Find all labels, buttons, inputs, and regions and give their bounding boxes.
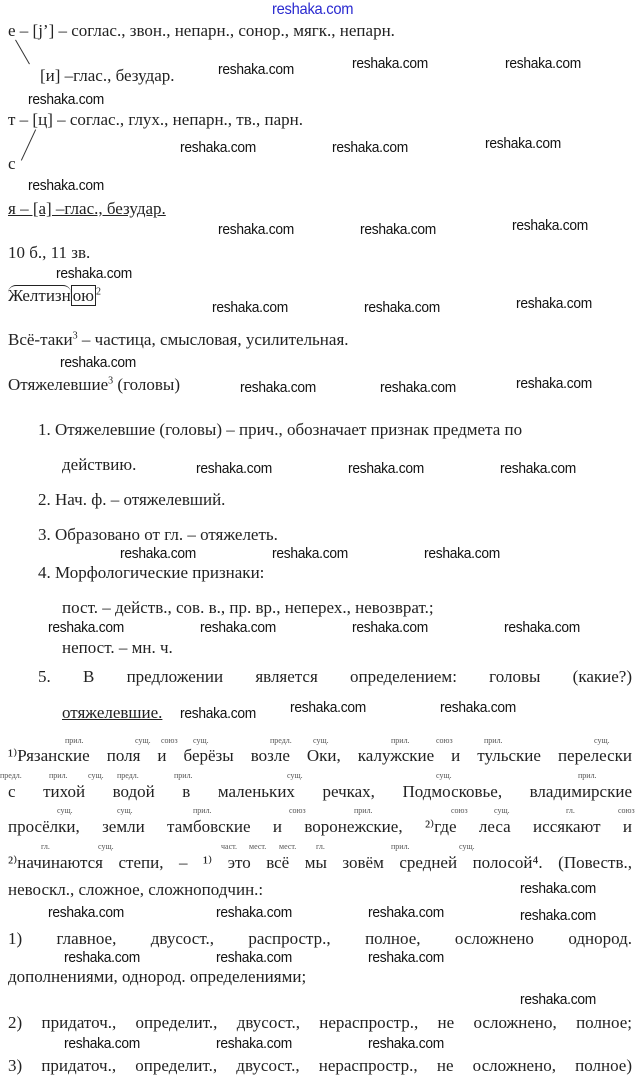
watermark: reshaka.com — [505, 55, 581, 72]
watermark: reshaka.com — [424, 545, 500, 562]
list-item-cont: отяжелевшие. — [62, 703, 163, 722]
watermark: reshaka.com — [28, 91, 104, 108]
vsetaki-line: Всё-таки$^3$ – частица, смысловая, усилительная. — [8, 330, 349, 349]
word-ending: ою — [72, 286, 94, 305]
analysis-line: дополнениями, однород. определениями; — [8, 967, 307, 986]
watermark: reshaka.com — [28, 177, 104, 194]
watermark: reshaka.com — [48, 904, 124, 921]
watermark: reshaka.com — [512, 217, 588, 234]
watermark: reshaka.com — [516, 295, 592, 312]
sentence-line: с тихой водой в маленьких речках, Подмосковье, владимирские — [8, 782, 632, 801]
analysis-line: 1) главное, двусост., распростр., полное, осложнено однород. — [8, 929, 632, 948]
phonetic-s: с — [8, 154, 16, 173]
watermark: reshaka.com — [272, 545, 348, 562]
watermark: reshaka.com — [368, 949, 444, 966]
watermark: reshaka.com — [240, 379, 316, 396]
watermark: reshaka.com — [272, 1, 354, 18]
word-parse — [8, 286, 101, 306]
phonetic-ya: я – [а] –глас., безудар. — [8, 199, 166, 218]
watermark: reshaka.com — [218, 221, 294, 238]
connector-line — [21, 129, 36, 160]
watermark: reshaka.com — [196, 460, 272, 477]
watermark: reshaka.com — [440, 699, 516, 716]
watermark: reshaka.com — [180, 705, 256, 722]
analysis-line: 2) придаточ., определит., двусост., нераспростр., не осложнено, полное; — [8, 1013, 632, 1032]
list-item: 5. В предложении является определением: головы (какие?) — [38, 667, 632, 686]
list-item-sub: пост. – действ., сов. в., пр. вр., неперех., невозврат.; — [62, 598, 434, 617]
watermark: reshaka.com — [360, 221, 436, 238]
list-item: 2. Нач. ф. – отяжелевший. — [38, 490, 226, 509]
watermark: reshaka.com — [348, 460, 424, 477]
list-item: 1. Отяжелевшие (головы) – прич., обозначает признак предмета по — [38, 420, 523, 439]
participle-heading: Отяжелевшие$^3$ (головы) — [8, 375, 181, 394]
watermark: reshaka.com — [216, 1035, 292, 1052]
watermark: reshaka.com — [364, 299, 440, 316]
watermark: reshaka.com — [200, 619, 276, 636]
sentence-line: ¹⁾Рязанские поля и берёзы возле Оки, калужские и тульские перелески — [8, 746, 632, 765]
watermark: reshaka.com — [520, 991, 596, 1008]
watermark: reshaka.com — [64, 949, 140, 966]
watermark: reshaka.com — [64, 1035, 140, 1052]
watermark: reshaka.com — [332, 139, 408, 156]
watermark: reshaka.com — [60, 354, 136, 371]
watermark: reshaka.com — [48, 619, 124, 636]
watermark: reshaka.com — [368, 904, 444, 921]
watermark: reshaka.com — [368, 1035, 444, 1052]
watermark: reshaka.com — [500, 460, 576, 477]
connector-line — [15, 40, 30, 65]
watermark: reshaka.com — [516, 375, 592, 392]
sentence-line: ²⁾начинаются степи, – ¹⁾ это всё мы зовём средней полосой⁴. (Повеств., — [8, 853, 632, 872]
list-item: 3. Образовано от гл. – отяжелеть. — [38, 525, 278, 544]
phonetic-i: [и] –глас., безудар. — [40, 66, 175, 85]
footnote-mark: 2 — [95, 286, 101, 298]
watermark: reshaka.com — [212, 299, 288, 316]
watermark: reshaka.com — [352, 55, 428, 72]
sentence-line: просёлки, земли тамбовские и воронежские, ²⁾где леса иссякают и — [8, 817, 632, 836]
phonetic-e: е – [j’] – соглас., звон., непарн., сонор., мягк., непарн. — [8, 21, 395, 40]
watermark: reshaka.com — [520, 880, 596, 897]
watermark: reshaka.com — [218, 61, 294, 78]
watermark: reshaka.com — [216, 904, 292, 921]
sound-count: 10 б., 11 зв. — [8, 243, 91, 262]
watermark: reshaka.com — [56, 265, 132, 282]
list-item: 4. Морфологические признаки: — [38, 563, 265, 582]
sentence-line: невоскл., сложное, сложноподчин.: — [8, 880, 264, 899]
watermark: reshaka.com — [504, 619, 580, 636]
analysis-line: 3) придаточ., определит., двусост., нераспростр., не осложнено, полное) — [8, 1056, 632, 1075]
word-root: Желтизн — [8, 286, 71, 305]
watermark: reshaka.com — [380, 379, 456, 396]
list-item-cont: действию. — [62, 455, 137, 474]
watermark: reshaka.com — [180, 139, 256, 156]
watermark: reshaka.com — [290, 699, 366, 716]
watermark: reshaka.com — [352, 619, 428, 636]
phonetic-t: т – [ц] – соглас., глух., непарн., тв., парн. — [8, 110, 304, 129]
list-item-sub: непост. – мн. ч. — [62, 638, 173, 657]
watermark: reshaka.com — [216, 949, 292, 966]
watermark: reshaka.com — [485, 135, 561, 152]
watermark: reshaka.com — [120, 545, 196, 562]
watermark: reshaka.com — [520, 907, 596, 924]
